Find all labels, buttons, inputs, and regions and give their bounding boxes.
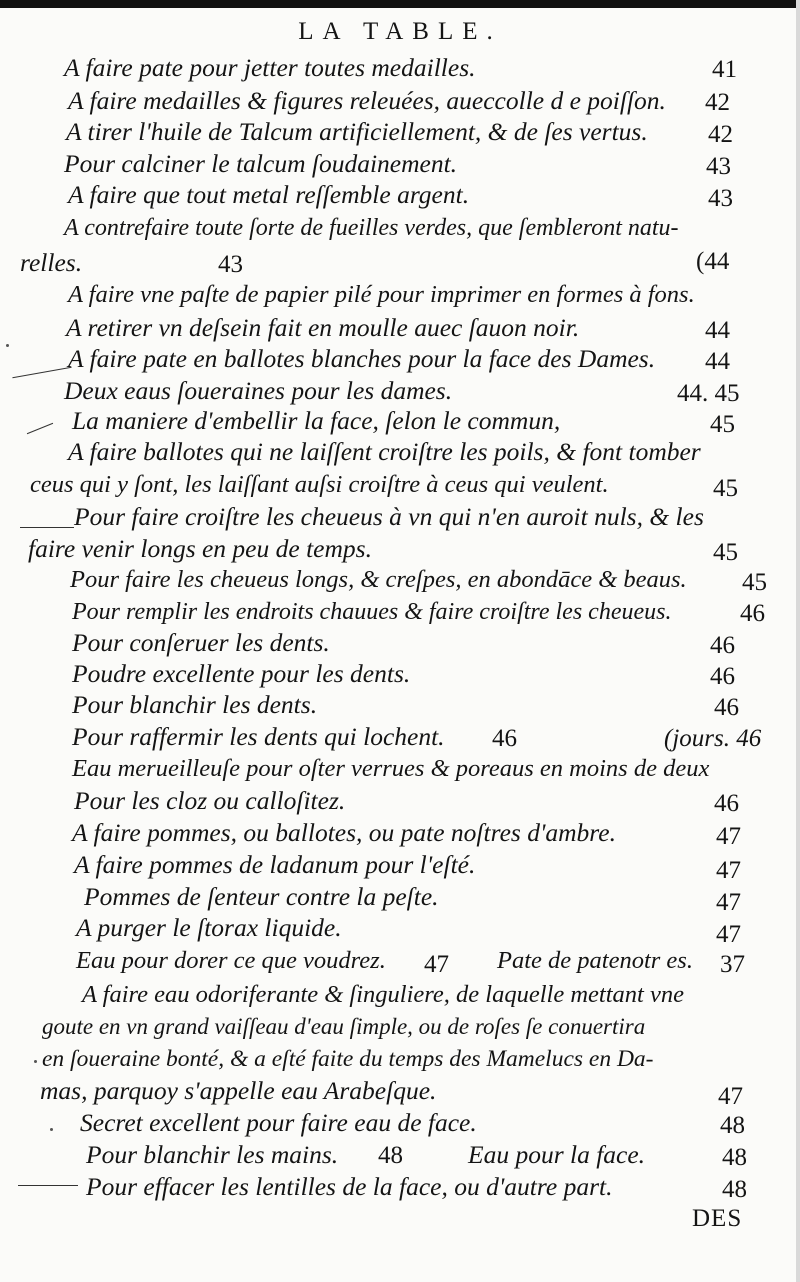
entry-page: 43 — [706, 153, 731, 180]
entry-text: Poudre excellente pour les dents. — [72, 659, 411, 688]
entry-text-extra: Eau pour la face. — [468, 1140, 646, 1169]
entry-page: 46 — [710, 663, 735, 690]
entry-text: Pour les cloz ou calloſitez. — [74, 786, 346, 815]
entry-page: 42 — [708, 121, 733, 148]
entry-page: 44 — [705, 348, 730, 375]
entry-text: A faire pate en ballotes blanches pour la face des Dames. — [68, 344, 656, 373]
entry-page: 48 — [722, 1144, 747, 1171]
margin-pen-stroke — [12, 367, 71, 378]
entry-page: 47 — [424, 951, 449, 978]
scan-right-edge — [796, 0, 800, 1282]
entry-page: 48 — [722, 1176, 747, 1203]
entry-page-extra: (jours. 46 — [664, 725, 762, 752]
entry-text: A faire pommes, ou ballotes, ou pate noſtres d'ambre. — [72, 818, 616, 847]
entry-text: goute en vn grand vaiſſeau d'eau ſimple, ou de roſes ſe conuertira — [42, 1014, 646, 1039]
entry-text: Pour effacer les lentilles de la face, ou d'autre part. — [86, 1172, 613, 1201]
entry-text: Secret excellent pour faire eau de face. — [80, 1108, 477, 1137]
page-header: LA TABLE. — [298, 18, 502, 45]
entry-text: A faire vne paſte de papier pilé pour imprimer en formes à fons. — [68, 281, 695, 308]
entry-text: Deux eaus ſoueraines pour les dames. — [64, 376, 453, 405]
entry-page: 44 — [705, 317, 730, 344]
entry-text: Eau merueilleuſe pour oſter verrues & poreaus en moins de deux — [72, 755, 710, 782]
entry-page: 48 — [378, 1142, 403, 1169]
entry-text: Pour faire les cheueus longs, & creſpes, en abondāce & beaus. — [70, 566, 687, 593]
scan-top-edge — [0, 0, 800, 8]
entry-text: en ſoueraine bonté, & a eſté faite du temps des Mamelucs en Da- — [42, 1046, 654, 1072]
entry-text: A faire pommes de ladanum pour l'eſté. — [74, 850, 476, 879]
entry-text: Pour conſeruer les dents. — [72, 628, 330, 657]
entry-text: Pour blanchir les mains. — [86, 1140, 339, 1169]
entry-page: 45 — [713, 475, 738, 502]
ink-speck — [34, 1060, 37, 1063]
entry-text: Eau pour dorer ce que voudrez. — [76, 947, 386, 974]
ink-speck — [50, 1128, 53, 1131]
entry-page: 43 — [218, 251, 243, 278]
ink-speck — [6, 344, 9, 347]
entry-page: 45 — [742, 569, 767, 596]
entry-text: A faire que tout metal reſſemble argent. — [68, 180, 470, 209]
entry-text: Pour calciner le talcum ſoudainement. — [64, 149, 458, 178]
entry-text: faire venir longs en peu de temps. — [28, 534, 372, 563]
entry-text: Pour faire croiſtre les cheueus à vn qui n'en auroit nuls, & les — [74, 502, 704, 531]
entry-text: A tirer l'huile de Talcum artificiellement, & de ſes vertus. — [66, 117, 648, 146]
entry-text: La maniere d'embellir la face, ſelon le commun, — [72, 406, 561, 435]
entry-page: 47 — [718, 1083, 743, 1110]
entry-page: 46 — [714, 790, 739, 817]
entry-page: 45 — [710, 411, 735, 438]
entry-page: 46 — [714, 694, 739, 721]
entry-page: 45 — [713, 539, 738, 566]
entry-page: 48 — [720, 1112, 745, 1139]
entry-text: Pour blanchir les dents. — [72, 690, 318, 719]
entry-text: A faire pate pour jetter toutes medailles. — [64, 53, 476, 82]
entry-text: A faire eau odoriferante & ſinguliere, de laquelle mettant vne — [82, 981, 684, 1008]
entry-page: 42 — [705, 89, 730, 116]
entry-text: relles. — [20, 248, 83, 277]
entry-text: A retirer vn deſsein fait en moulle auec ſauon noir. — [66, 313, 580, 342]
entry-page: 37 — [720, 951, 745, 978]
entry-page: 47 — [716, 857, 741, 884]
entry-text: mas, parquoy s'appelle eau Arabeſque. — [40, 1076, 437, 1105]
entry-text: ceus qui y ſont, les laiſſant auſsi croiſtre à ceus qui veulent. — [30, 471, 609, 498]
entry-page: 46 — [740, 600, 765, 627]
entry-page: 46 — [710, 632, 735, 659]
entry-page: 43 — [708, 185, 733, 212]
margin-pen-stroke — [18, 1185, 78, 1186]
entry-text: A purger le ſtorax liquide. — [76, 913, 342, 942]
margin-pen-stroke — [27, 423, 53, 434]
catchword: DES — [692, 1205, 743, 1232]
entry-page-extra: (44 — [696, 248, 730, 275]
entry-text: Pour remplir les endroits chauues & faire croiſtre les cheueus. — [72, 599, 672, 625]
entry-text: A contrefaire toute ſorte de fueilles verdes, que ſembleront natu- — [64, 215, 679, 241]
entry-page: 47 — [716, 889, 741, 916]
entry-page: 47 — [716, 823, 741, 850]
entry-text: A faire ballotes qui ne laiſſent croiſtre les poils, & font tomber — [68, 437, 701, 466]
entry-text: A faire medailles & figures releuées, aueccolle d e poiſſon. — [68, 86, 666, 115]
entry-page: 41 — [712, 56, 737, 83]
entry-text: Pommes de ſenteur contre la peſte. — [84, 882, 439, 911]
entry-text-extra: Pate de patenotr es. — [497, 947, 693, 974]
entry-page: 47 — [716, 921, 741, 948]
margin-pen-stroke — [20, 527, 74, 528]
entry-page: 46 — [492, 725, 517, 752]
entry-text: Pour raffermir les dents qui lochent. — [72, 722, 445, 751]
entry-page: 44. 45 — [677, 380, 740, 407]
